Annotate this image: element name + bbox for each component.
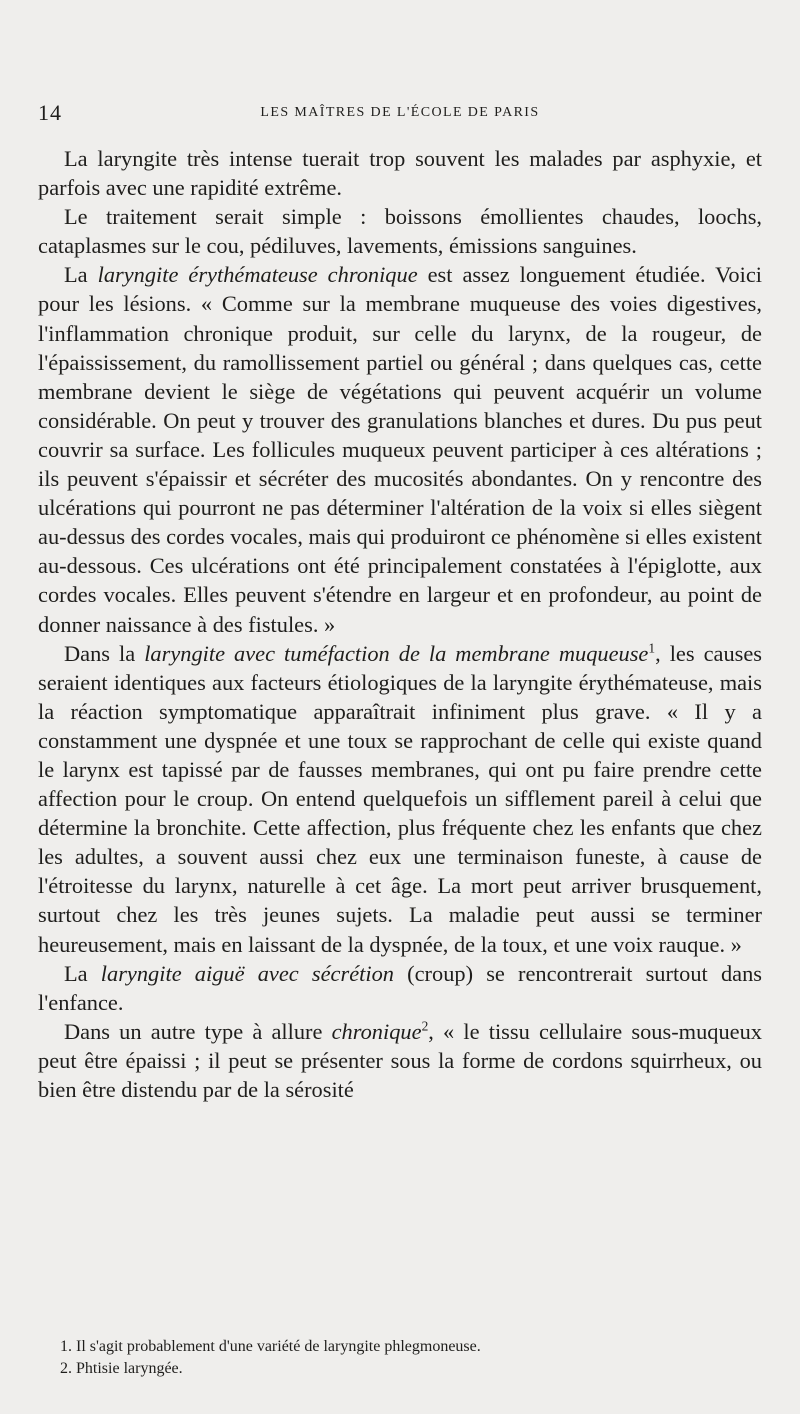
paragraph-1 — [38, 144, 762, 202]
footnote-1-marker: 1. — [60, 1338, 72, 1355]
paragraph-6-lead: Dans un autre type à allure — [64, 1018, 332, 1044]
paragraph-3-text: est assez longuement étudiée. Voici pour les lésions. « Comme sur la membrane muqueuse des voies digestives, l'inflammation chronique produit, sur celle du larynx, de la rougeur, de l'épaississement, du ramollissement partiel ou général ; dans quelques cas, cette membrane devient le siège de végétations qui peuvent acquérir un volume considérable. On peut y trouver des granulations blanches et dures. Du pus peut couvrir sa surface. Les follicules muqueux peuvent participer à ces altérations ; ils peuvent s'épaissir et sécréter des mucosités abondantes. On y rencontre des ulcérations qui pourront ne pas déterminer l'altération de la voix si elles siègent au-dessus des cordes vocales, mais qui produiront ce phénomène si elles existent au-dessous. Ces ulcérations ont été principalement constatées à l'épiglotte, aux cordes vocales. Elles peuvent s'étendre en largeur et en profondeur, au point de donner naissance à des fistules. » — [38, 262, 762, 637]
paragraph-5-lead: La — [64, 960, 101, 986]
footnote-1-text: Il s'agit probablement d'une variété de laryngite phlegmoneuse. — [76, 1338, 481, 1355]
paragraph-4 — [38, 639, 762, 959]
paragraph-2 — [38, 202, 762, 260]
paragraph-4-text: , les causes seraient identiques aux facteurs étiologiques de la laryngite érythémateuse, mais la réaction symptomatique apparaîtrait infiniment plus grave. « Il y a constamment une dyspnée et une toux se rapprochant de celle qui existe quand le larynx est tapissé par de fausses membranes, qui ont pu faire prendre cette affection pour le croup. On entend quelquefois un sifflement pareil à celui que détermine la bronchite. Cette affection, plus fréquente chez les enfants que chez les adultes, a souvent aussi chez eux une terminaison funeste, à cause de l'étroitesse du larynx, naturelle à cet âge. La mort peut arriver brusquement, surtout chez les très jeunes sujets. La maladie peut aussi se terminer heureusement, mais en laissant de la dyspnée, de la toux, et une voix rauque. » — [38, 640, 763, 957]
paragraph-3 — [38, 260, 762, 638]
paragraph-6 — [38, 1017, 762, 1104]
paragraph-5-text: (croup) se rencontrerait surtout dans l'enfance. — [38, 960, 762, 1015]
page-number: 14 — [38, 100, 62, 125]
paragraph-4-term: laryngite avec tuméfaction de la membrane muqueuse — [144, 640, 649, 666]
footnote-2 — [38, 1358, 762, 1380]
footnote-2-text: Phtisie laryngée. — [76, 1360, 183, 1377]
footnote-ref-2: 2 — [421, 1018, 429, 1034]
paragraph-5-term: laryngite aiguë avec sécrétion — [100, 960, 394, 986]
paragraph-6-text: , « le tissu cellulaire sous-muqueux peut être épaissi ; il peut se présenter sous la forme de cordons squirrheux, ou bien être distendu par de la sérosité — [38, 1018, 762, 1102]
footnote-2-marker: 2. — [60, 1360, 72, 1377]
paragraph-3-lead: La — [64, 262, 98, 288]
paragraph-3-term: laryngite érythémateuse chronique — [97, 262, 418, 288]
paragraph-2-text: Le traitement serait simple : boissons émollientes chaudes, loochs, cataplasmes sur le cou, pédiluves, lavements, émissions sanguines. — [38, 204, 762, 259]
book-page — [38, 0, 762, 1414]
footnote-1 — [38, 1336, 762, 1358]
footnote-ref-1: 1 — [648, 640, 656, 656]
running-title: LES MAÎTRES DE L'ÉCOLE DE PARIS — [260, 105, 540, 120]
paragraph-4-lead: Dans la — [64, 640, 145, 666]
paragraph-5 — [38, 959, 762, 1017]
body-text — [38, 144, 762, 1104]
paragraph-1-text: La laryngite très intense tuerait trop souvent les malades par asphyxie, et parfois avec une rapidité extrême. — [38, 146, 762, 201]
paragraph-6-term: chronique — [331, 1018, 422, 1044]
page-header — [38, 100, 762, 130]
footnotes — [38, 1336, 762, 1380]
